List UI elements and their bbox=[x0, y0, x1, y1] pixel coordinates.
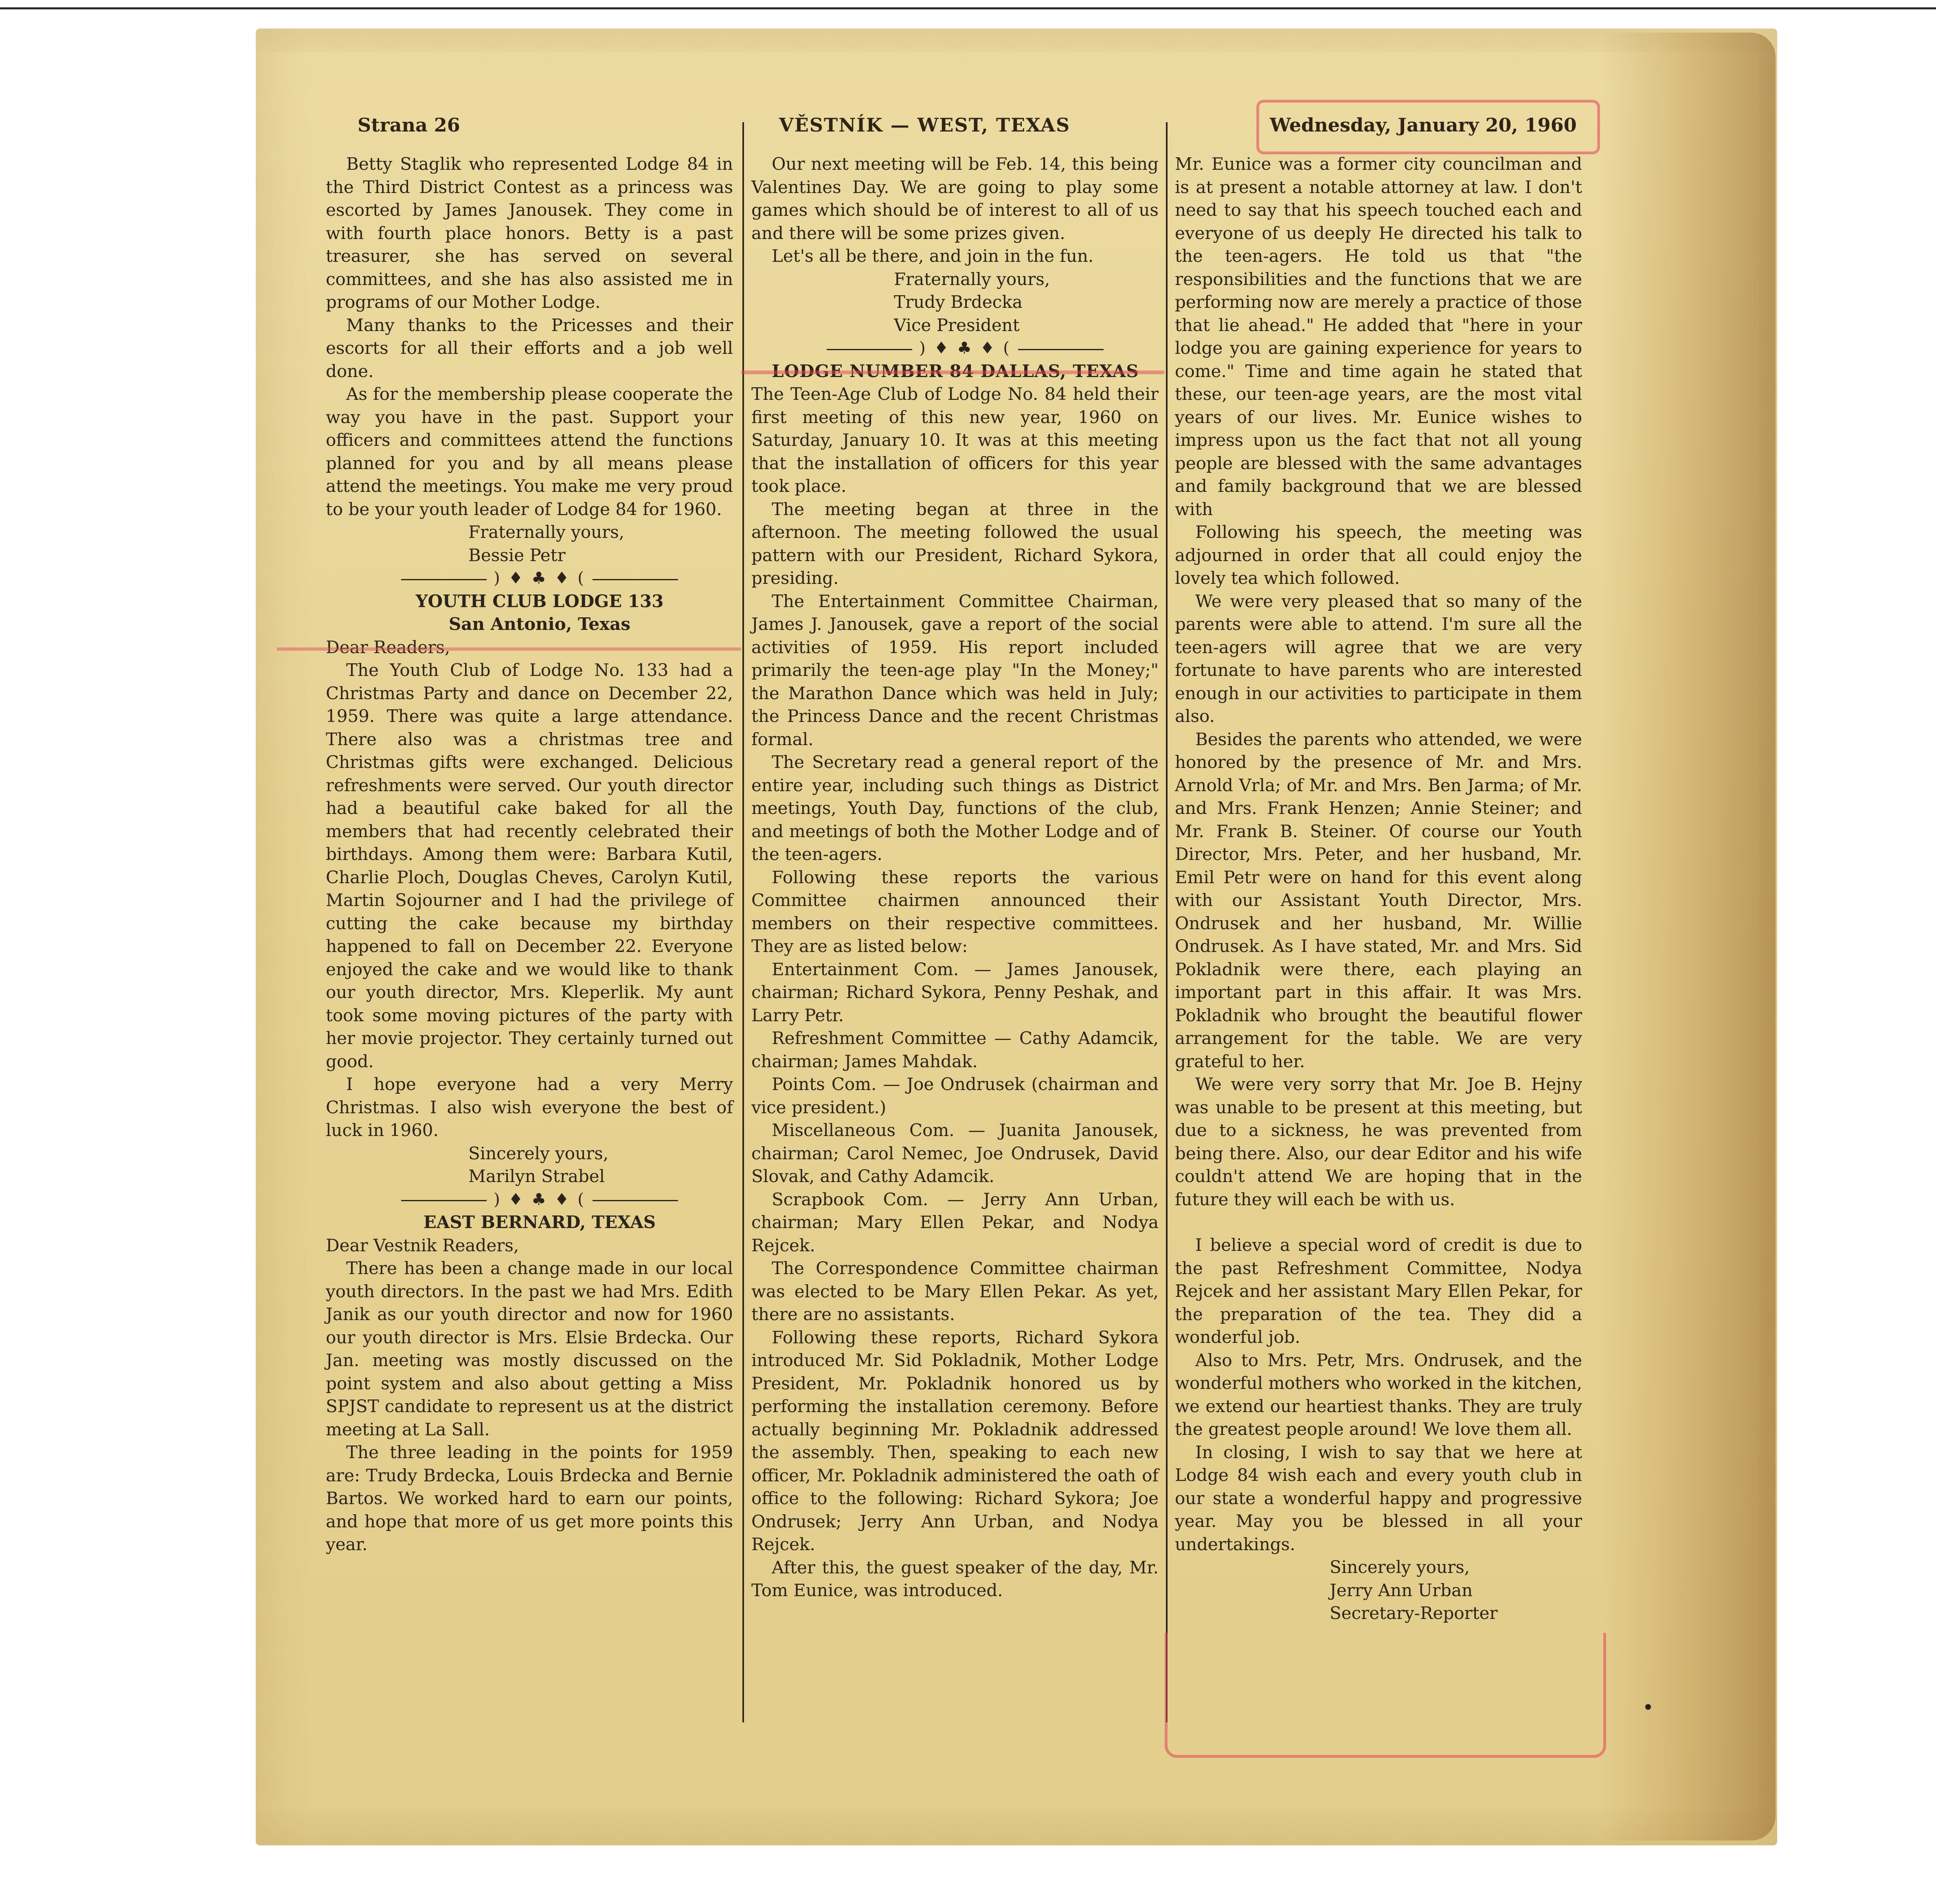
page-number: Strana 26 bbox=[358, 114, 460, 136]
page-edge-stain bbox=[1600, 33, 1776, 1840]
article-paragraph: We were very pleased that so many of the parents were able to attend. I'm sure all the teen-agers will agree that we are very fortunate to have parents who are interested enough in our activities to participate in them also. bbox=[1175, 591, 1582, 726]
section-heading: LODGE NUMBER 84 DALLAS, TEXAS bbox=[772, 361, 1139, 381]
closing-line: Fraternally yours, bbox=[894, 269, 1050, 289]
closing-line: Fraternally yours, bbox=[468, 522, 625, 542]
section-location: San Antonio, Texas bbox=[448, 614, 631, 634]
signature-name: Trudy Brdecka bbox=[894, 292, 1023, 312]
article-paragraph: I believe a special word of credit is due to the past Refreshment Committee, Nodya Rejcek and her assistant Mary Ellen Pekar, for the preparation of the tea. They did a wonderful job. bbox=[1175, 1235, 1582, 1347]
article-paragraph: The Correspondence Committee chairman was elected to be Mary Ellen Pekar. As yet, there are no assistants. bbox=[751, 1258, 1159, 1324]
article-paragraph: We were very sorry that Mr. Joe B. Hejny was unable to be present at this meeting, but due to a sickness, he was prevented from being there. Also, our dear Editor and his wife couldn't attend We are hoping that in the future they will each be with us. bbox=[1175, 1074, 1582, 1209]
red-pencil-mark-signature bbox=[1165, 1633, 1606, 1758]
section-ornament: ) ♦ ♣ ♦ ( bbox=[751, 337, 1159, 360]
article-paragraph: Following these reports, Richard Sykora introduced Mr. Sid Pokladnik, Mother Lodge President, Mr. Pokladnik honored us by performing the installation ceremony. Before actually beginning Mr. Pokladnik addressed the assembly. Then, speaking to each new officer, Mr. Pokladnik administered the oath of office to the following: Richard Sykora; Joe Ondrusek; Jerry Ann Urban, and Nodya Rejcek. bbox=[751, 1327, 1159, 1554]
section-ornament: ) ♦ ♣ ♦ ( bbox=[326, 567, 733, 590]
column-2 bbox=[751, 153, 1159, 1602]
section-heading: YOUTH CLUB LODGE 133 bbox=[415, 591, 664, 611]
article-paragraph: After this, the guest speaker of the day, Mr. Tom Eunice, was introduced. bbox=[751, 1557, 1159, 1600]
article-paragraph: Following these reports the various Committee chairmen announced their members on their respective committees. They are as listed below: bbox=[751, 867, 1159, 956]
article-paragraph: Also to Mrs. Petr, Mrs. Ondrusek, and the wonderful mothers who worked in the kitchen, we extend our heartiest thanks. They are truly the greatest people around! We love them all. bbox=[1175, 1350, 1582, 1439]
red-pencil-underline bbox=[277, 647, 741, 651]
signature-name: Jerry Ann Urban bbox=[1330, 1580, 1473, 1600]
margin-dot bbox=[1645, 1704, 1651, 1710]
column-3 bbox=[1175, 153, 1582, 1625]
article-paragraph: The Entertainment Committee Chairman, James J. Janousek, gave a report of the social activities of 1959. His report included primarily the teen-age play "In the Money;" the Marathon Dance which was held in July; the Princess Dance and the recent Christmas formal. bbox=[751, 591, 1159, 749]
committee-entry: Miscellaneous Com. — Juanita Janousek, chairman; Carol Nemec, Joe Ondrusek, David Slovak, and Cathy Adamcik. bbox=[751, 1120, 1159, 1186]
article-paragraph: Our next meeting will be Feb. 14, this being Valentines Day. We are going to play some games which should be of interest to all of us and there will be some prizes given. bbox=[751, 154, 1159, 243]
article-paragraph: As for the membership please cooperate the way you have in the past. Support your officers and committees attend the functions planned for you and by all means please attend the meetings. You make me very proud to be your youth leader of Lodge 84 for 1960. bbox=[326, 384, 733, 519]
signature-name: Bessie Petr bbox=[468, 545, 566, 565]
closing-line: Sincerely yours, bbox=[1330, 1557, 1470, 1577]
section-ornament: ) ♦ ♣ ♦ ( bbox=[326, 1188, 733, 1211]
article-paragraph: In closing, I wish to say that we here at Lodge 84 wish each and every youth club in our state a wonderful happy and progressive year. May you be blessed in all your undertakings. bbox=[1175, 1442, 1582, 1554]
article-paragraph: Following his speech, the meeting was adjourned in order that all could enjoy the lovely tea which followed. bbox=[1175, 522, 1582, 588]
article-paragraph: Let's all be there, and join in the fun. bbox=[772, 246, 1094, 266]
article-paragraph: The meeting began at three in the afternoon. The meeting followed the usual pattern with our President, Richard Sykora, presiding. bbox=[751, 499, 1159, 588]
article-paragraph: Many thanks to the Pricesses and their escorts for all their efforts and a job well done. bbox=[326, 315, 733, 381]
committee-entry: Entertainment Com. — James Janousek, chairman; Richard Sykora, Penny Peshak, and Larry Petr. bbox=[751, 959, 1159, 1025]
article-paragraph: The Secretary read a general report of the entire year, including such things as District meetings, Youth Day, functions of the club, and meetings of both the Mother Lodge and of the teen-agers. bbox=[751, 752, 1159, 864]
committee-entry: Points Com. — Joe Ondrusek (chairman and vice president.) bbox=[751, 1074, 1159, 1117]
closing-line: Sincerely yours, bbox=[468, 1143, 609, 1163]
signature-title: Vice President bbox=[894, 315, 1020, 335]
article-paragraph: The Youth Club of Lodge No. 133 had a Christmas Party and dance on December 22, 1959. There was quite a large attendance. There also was a christmas tree and Christmas gifts were exchanged. Delicious refreshments were served. Our youth director had a beautiful cake baked for all the members that had recently celebrated their birthdays. Among them were: Barbara Kutil, Charlie Ploch, Douglas Cheves, Carolyn Kutil, Martin Sojourner and I had the privilege of cutting the cake because my birthday happened to fall on December 22. Everyone enjoyed the cake and we would like to thank our youth director, Mrs. Kleperlik. My aunt took some moving pictures of the party with her movie projector. They certainly turned out good. bbox=[326, 660, 733, 1071]
article-paragraph: The three leading in the points for 1959 are: Trudy Brdecka, Louis Brdecka and Bernie Bartos. We worked hard to earn our points, and hope that more of us get more points this year. bbox=[326, 1442, 733, 1554]
masthead-title: VĚSTNÍK — WEST, TEXAS bbox=[779, 114, 1071, 136]
signature-name: Marilyn Strabel bbox=[468, 1166, 605, 1186]
committee-entry: Refreshment Committee — Cathy Adamcik, chairman; James Mahdak. bbox=[751, 1028, 1159, 1071]
column-1 bbox=[326, 153, 733, 1556]
committee-entry: Scrapbook Com. — Jerry Ann Urban, chairman; Mary Ellen Pekar, and Nodya Rejcek. bbox=[751, 1189, 1159, 1255]
article-paragraph: Besides the parents who attended, we were honored by the presence of Mr. and Mrs. Arnold Vrla; of Mr. and Mrs. Ben Jarma; of Mr. and Mrs. Frank Henzen; Annie Steiner; and Mr. Frank B. Steiner. Of course our Youth Director, Mrs. Peter, and her husband, Mr. Emil Petr were on hand for this event along with our Assistant Youth Director, Mrs. Ondrusek and her husband, Mr. Willie Ondrusek. As I have stated, Mr. and Mrs. Sid Pokladnik were there, each playing an important part in this affair. It was Mrs. Pokladnik who brought the beautiful flower arrangement for the table. We are very grateful to her. bbox=[1175, 729, 1582, 1071]
article-paragraph: The Teen-Age Club of Lodge No. 84 held their first meeting of this new year, 1960 on Saturday, January 10. It was at this meeting that the installation of officers for this year took place. bbox=[751, 384, 1159, 496]
article-paragraph: Betty Staglik who represented Lodge 84 in the Third District Contest as a princess was escorted by James Janousek. They come in with fourth place honors. Betty is a past treasurer, she has served on several committees, and she has also assisted me in programs of our Mother Lodge. bbox=[326, 154, 733, 312]
article-paragraph: I hope everyone had a very Merry Christmas. I also wish everyone the best of luck in 1960. bbox=[326, 1074, 733, 1140]
article-paragraph: There has been a change made in our local youth directors. In the past we had Mrs. Edith Janik as our youth director and now for 1960 our youth director is Mrs. Elsie Brdecka. Our Jan. meeting was mostly discussed on the point system and also about getting a Miss SPJST candidate to represent us at the district meeting at La Sall. bbox=[326, 1258, 733, 1439]
letter-greeting: Dear Readers, bbox=[326, 637, 450, 657]
section-heading: EAST BERNARD, TEXAS bbox=[423, 1212, 656, 1232]
column-divider-left bbox=[742, 122, 744, 1722]
signature-title: Secretary-Reporter bbox=[1330, 1603, 1498, 1623]
red-pencil-underline bbox=[741, 371, 1165, 374]
issue-date: Wednesday, January 20, 1960 bbox=[1270, 114, 1577, 136]
scan-top-border bbox=[0, 7, 1936, 9]
article-paragraph: Mr. Eunice was a former city councilman and is at present a notable attorney at law. I don't need to say that his speech touched each and everyone of us deeply He directed his talk to the teen-agers. He told us that "the responsibilities and the functions that we are performing now are merely a practice of those that lie ahead." He added that "here in your lodge you are gaining experience for years to come." Time and time again he stated that these, our teen-age years, are the most vital years of our lives. Mr. Eunice wishes to impress upon us the fact that not all young people are blessed with the same advantages and family background that we are blessed with bbox=[1175, 154, 1582, 519]
red-pencil-mark-date bbox=[1256, 100, 1600, 154]
column-divider-right bbox=[1166, 122, 1168, 1722]
letter-greeting: Dear Vestnik Readers, bbox=[326, 1235, 519, 1255]
